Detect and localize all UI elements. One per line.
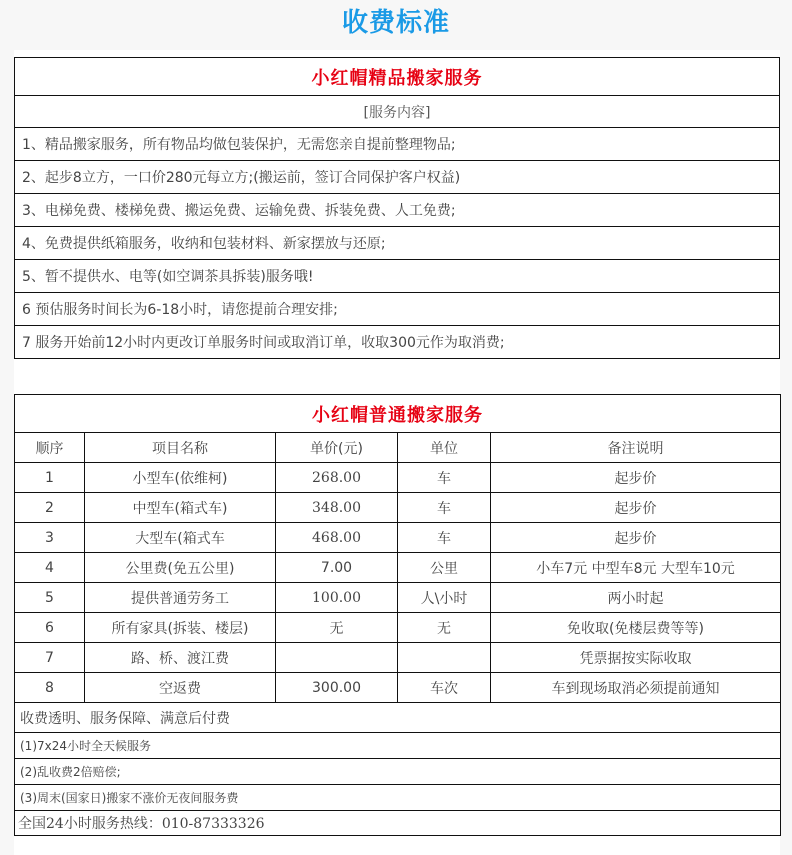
cell-price: 268.00 [276, 463, 398, 493]
cell-order: 8 [15, 673, 85, 703]
premium-subtitle: [服务内容] [15, 96, 780, 128]
column-header-note: 备注说明 [491, 433, 781, 463]
page-title: 收费标准 [341, 8, 450, 38]
cell-item: 提供普通劳务工 [85, 583, 276, 613]
cell-note: 小车7元 中型车8元 大型车10元 [491, 553, 781, 583]
promise-item: (1)7x24小时全天候服务 [15, 733, 781, 759]
cell-price: 348.00 [276, 493, 398, 523]
cell-note: 凭票据按实际收取 [491, 643, 781, 673]
cell-unit [398, 643, 491, 673]
premium-item: 2、起步8立方，一口价280元每立方;(搬运前，签订合同保护客户权益) [15, 161, 780, 194]
cell-note: 起步价 [491, 523, 781, 553]
cell-price: 300.00 [276, 673, 398, 703]
table-row [15, 493, 781, 523]
cell-order: 7 [15, 643, 85, 673]
cell-item: 中型车(箱式车) [85, 493, 276, 523]
cell-note: 免收取(免楼层费等等) [491, 613, 781, 643]
premium-item: 3、电梯免费、楼梯免费、搬运免费、运输免费、拆装免费、人工免费; [15, 194, 780, 227]
premium-item: 1、精品搬家服务，所有物品均做包装保护，无需您亲自提前整理物品; [15, 128, 780, 161]
cell-item: 小型车(依维柯) [85, 463, 276, 493]
cell-unit: 车次 [398, 673, 491, 703]
table-row [15, 643, 781, 673]
premium-item: 6 预估服务时间长为6-18小时，请您提前合理安排; [15, 293, 780, 326]
column-header-price: 单价(元) [276, 433, 398, 463]
cell-item: 路、桥、渡江费 [85, 643, 276, 673]
cell-item: 大型车(箱式车 [85, 523, 276, 553]
cell-note: 起步价 [491, 463, 781, 493]
cell-price: 7.00 [276, 553, 398, 583]
column-header-order: 顺序 [15, 433, 85, 463]
premium-item: 4、免费提供纸箱服务，收纳和包装材料、新家摆放与还原; [15, 227, 780, 260]
promise-item: (3)周末(国家日)搬家不涨价无夜间服务费 [15, 785, 781, 811]
cell-order: 1 [15, 463, 85, 493]
cell-item: 所有家具(拆装、楼层) [85, 613, 276, 643]
premium-title: 小红帽精品搬家服务 [15, 58, 780, 96]
cell-order: 2 [15, 493, 85, 523]
table-row [15, 553, 781, 583]
cell-order: 5 [15, 583, 85, 613]
cell-note: 两小时起 [491, 583, 781, 613]
cell-unit: 人\小时 [398, 583, 491, 613]
standard-service-table [14, 394, 781, 836]
column-header-item: 项目名称 [85, 433, 276, 463]
cell-unit: 车 [398, 493, 491, 523]
cell-unit: 无 [398, 613, 491, 643]
cell-order: 3 [15, 523, 85, 553]
premium-item: 7 服务开始前12小时内更改订单服务时间或取消订单，收取300元作为取消费; [15, 326, 780, 359]
table-row [15, 523, 781, 553]
table-row [15, 463, 781, 493]
table-row [15, 583, 781, 613]
cell-note: 车到现场取消必须提前通知 [491, 673, 781, 703]
premium-service-table [14, 57, 780, 359]
premium-item: 5、暂不提供水、电等(如空调茶具拆装)服务哦! [15, 260, 780, 293]
cell-item: 空返费 [85, 673, 276, 703]
cell-unit: 公里 [398, 553, 491, 583]
cell-unit: 车 [398, 463, 491, 493]
standard-title: 小红帽普通搬家服务 [15, 395, 781, 433]
cell-price: 100.00 [276, 583, 398, 613]
cell-order: 4 [15, 553, 85, 583]
cell-price: 无 [276, 613, 398, 643]
table-row [15, 673, 781, 703]
cell-price [276, 643, 398, 673]
column-header-unit: 单位 [398, 433, 491, 463]
cell-unit: 车 [398, 523, 491, 553]
promise-item: (2)乱收费2倍赔偿; [15, 759, 781, 785]
cell-item: 公里费(免五公里) [85, 553, 276, 583]
table-row [15, 613, 781, 643]
cell-note: 起步价 [491, 493, 781, 523]
guarantee-text: 收费透明、服务保障、满意后付费 [15, 703, 781, 733]
cell-price: 468.00 [276, 523, 398, 553]
hotline-text: 全国24小时服务热线：010-87333326 [15, 811, 781, 836]
cell-order: 6 [15, 613, 85, 643]
